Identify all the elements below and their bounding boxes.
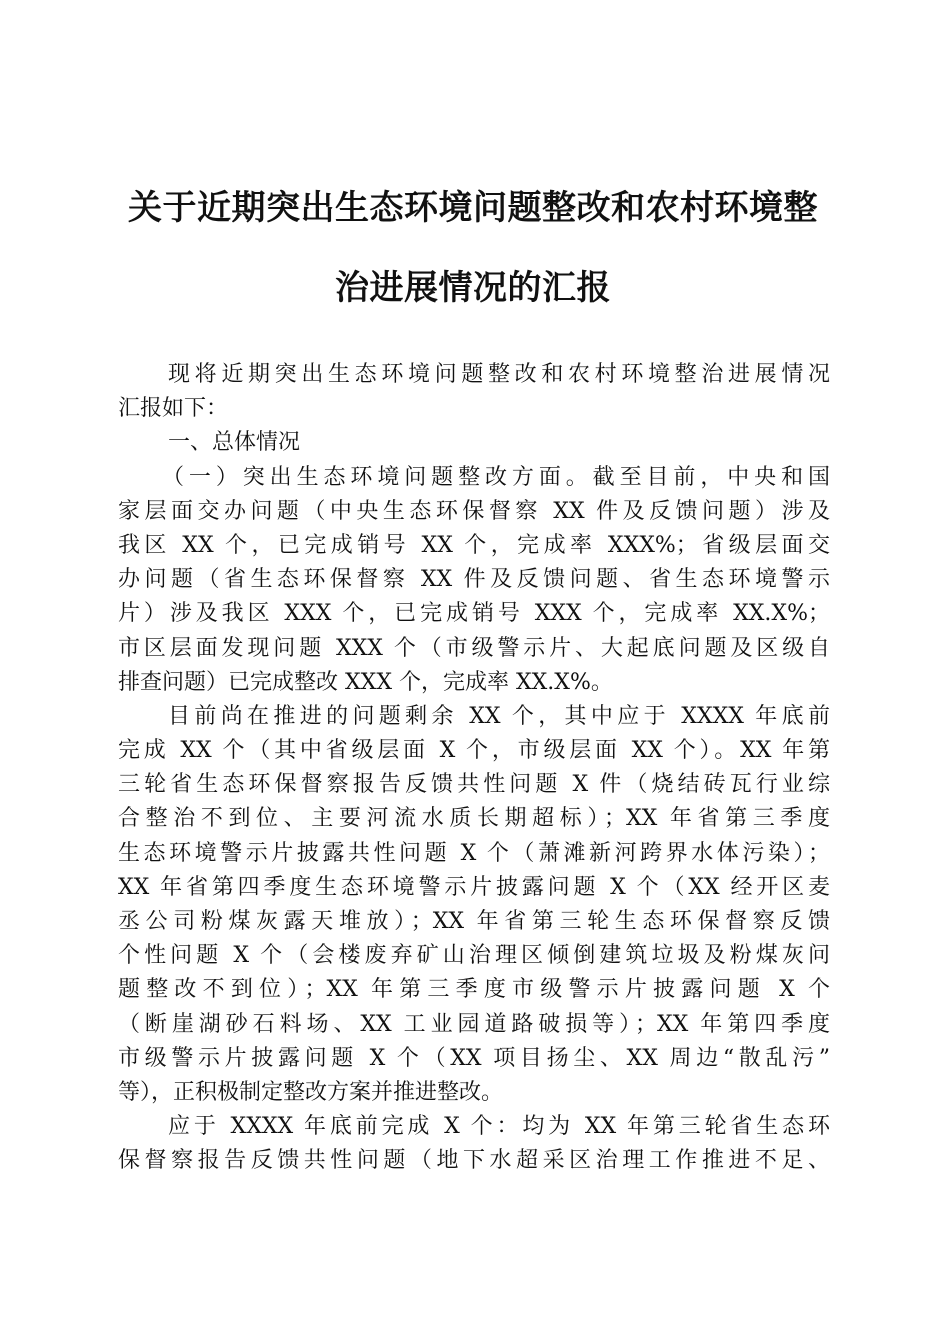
body-line: 完成 XX 个（其中省级层面 X 个，市级层面 XX 个）。XX 年第: [118, 738, 830, 764]
body-line: 题整改不到位）；XX 年第三季度市级警示片披露问题 X 个: [118, 977, 830, 1003]
body-line: 家层面交办问题（中央生态环保督察 XX 件及反馈问题）涉及: [118, 498, 830, 524]
body-line: 合整治不到位、主要河流水质长期超标）；XX 年省第三季度: [118, 806, 830, 832]
body-line: 丞公司粉煤灰露天堆放）；XX 年省第三轮生态环保督察反馈: [118, 909, 830, 934]
body-line: 汇报如下：: [118, 396, 229, 422]
section-heading: 一、总体情况: [168, 430, 301, 456]
title-line-2: 治进展情况的汇报: [335, 268, 611, 308]
body-line: 生态环境警示片披露共性问题 X 个（萧滩新河跨界水体污染）；: [118, 840, 830, 866]
title-line-1: 关于近期突出生态环境问题整改和农村环境整: [128, 188, 818, 228]
body-line: 三轮省生态环保督察报告反馈共性问题 X 件（烧结砖瓦行业综: [118, 772, 830, 798]
body-line: 市区层面发现问题 XXX 个（市级警示片、大起底问题及区级自: [118, 635, 830, 661]
body-line: 片）涉及我区 XXX 个，已完成销号 XXX 个，完成率 XX.X%；: [118, 601, 830, 627]
body-line: 保督察报告反馈共性问题（地下水超采区治理工作推进不足、: [118, 1148, 830, 1174]
body-line: 办问题（省生态环保督察 XX 件及反馈问题、省生态环境警示: [118, 567, 830, 593]
body-line: （一）突出生态环境问题整改方面。截至目前，中央和国: [162, 464, 830, 490]
body-line: 应于 XXXX 年底前完成 X 个：均为 XX 年第三轮省生态环: [168, 1114, 830, 1140]
body-line: XX 年省第四季度生态环境警示片披露问题 X 个（XX 经开区麦: [118, 874, 830, 900]
document-body: [118, 358, 830, 1179]
body-line: 我区 XX 个，已完成销号 XX 个，完成率 XXX%；省级层面交: [118, 532, 830, 558]
body-line: 现将近期突出生态环境问题整改和农村环境整治进展情况: [168, 362, 830, 387]
body-line: （断崖湖砂石料场、XX 工业园道路破损等）；XX 年第四季度: [118, 1011, 830, 1037]
body-line: 目前尚在推进的问题剩余 XX 个，其中应于 XXXX 年底前: [168, 703, 830, 729]
body-line: 等），正积极制定整改方案并推进整改。: [118, 1079, 504, 1105]
body-line: 排查问题）已完成整改 XXX 个，完成率 XX.X%。: [118, 669, 613, 695]
body-line: 个性问题 X 个（会楼废弃矿山治理区倾倒建筑垃圾及粉煤灰问: [118, 943, 830, 969]
document-title: [118, 168, 828, 328]
body-line: 市级警示片披露问题 X 个（XX 项目扬尘、XX 周边“散乱污”: [118, 1045, 830, 1071]
